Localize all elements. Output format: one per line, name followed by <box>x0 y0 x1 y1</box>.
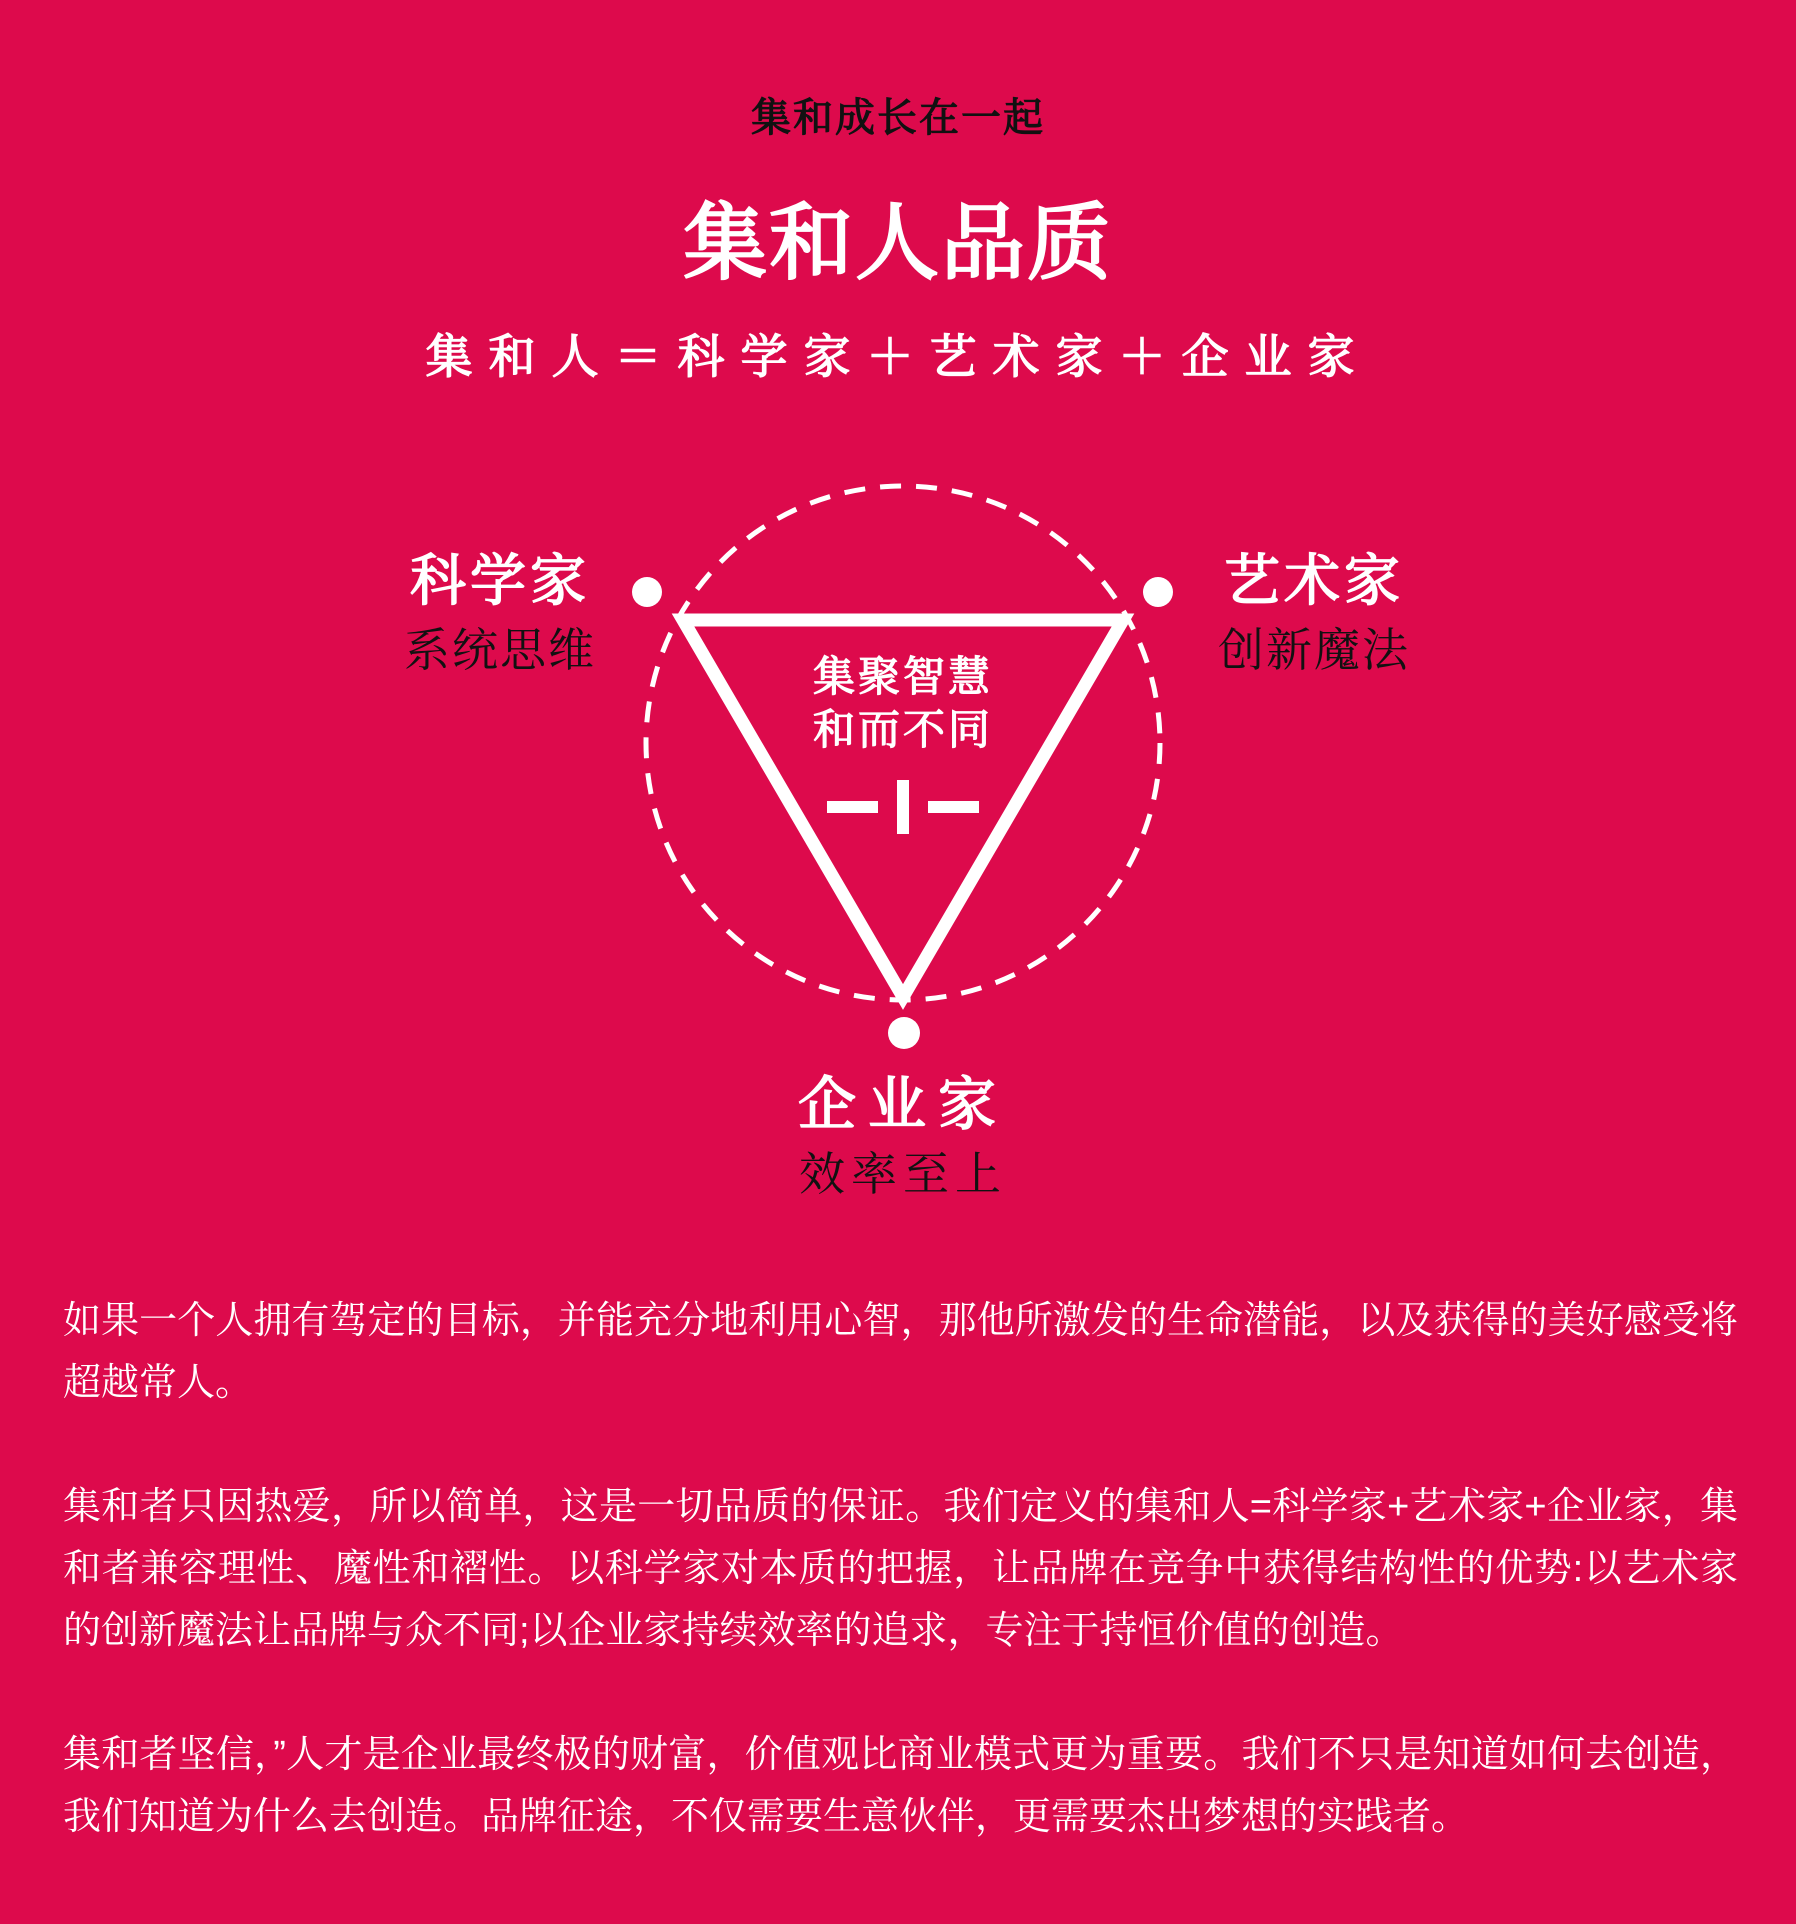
scientist-role-label: 科学家 <box>410 549 590 612</box>
body-text <box>63 1290 1738 1848</box>
page-tagline: 集和成长在一起 <box>751 96 1045 140</box>
formula-subtitle: 集和人＝科学家＋艺术家＋企业家 <box>425 332 1371 384</box>
entrepreneur-trait-label: 效率至上 <box>799 1148 1007 1200</box>
triangle-core-text <box>653 650 1153 756</box>
core-text-line-1: 集聚智慧 <box>812 653 993 700</box>
page-title: 集和人品质 <box>682 198 1113 291</box>
core-text-line-2: 和而不同 <box>812 706 993 753</box>
paragraph-3: 集和者坚信，”人才是企业最终极的财富，价值观比商业模式更为重要。我们不只是知道如何去创造，我们知道为什么去创造。品牌征途，不仅需要生意伙伴，更需要杰出梦想的实践者。 <box>63 1734 1738 1838</box>
vertex-dot-bottom <box>888 1017 920 1049</box>
node-scientist <box>310 548 690 676</box>
paragraph-1: 如果一个人拥有驾定的目标，并能充分地利用心智，那他所激发的生命潜能，以及获得的美好感受将超越常人。 <box>63 1300 1738 1404</box>
artist-trait-label: 创新魔法 <box>1218 624 1410 676</box>
entrepreneur-role-label: 企业家 <box>797 1072 1008 1137</box>
jihe-logo-mark-icon <box>827 780 979 834</box>
scientist-trait-label: 系统思维 <box>404 624 596 676</box>
artist-role-label: 艺术家 <box>1224 549 1404 612</box>
node-entrepreneur <box>653 1072 1153 1200</box>
node-artist <box>1124 548 1504 676</box>
paragraph-2: 集和者只因热爱，所以简单，这是一切品质的保证。我们定义的集和人=科学家+艺术家+企业家，集和者兼容理性、魔性和褶性。以科学家对本质的把握，让品牌在竞争中获得结构性的优势:以艺术家的创新魔法让品牌与众不同;以企业家持续效率的追求，专注于持恒价值的创造。 <box>63 1486 1738 1652</box>
